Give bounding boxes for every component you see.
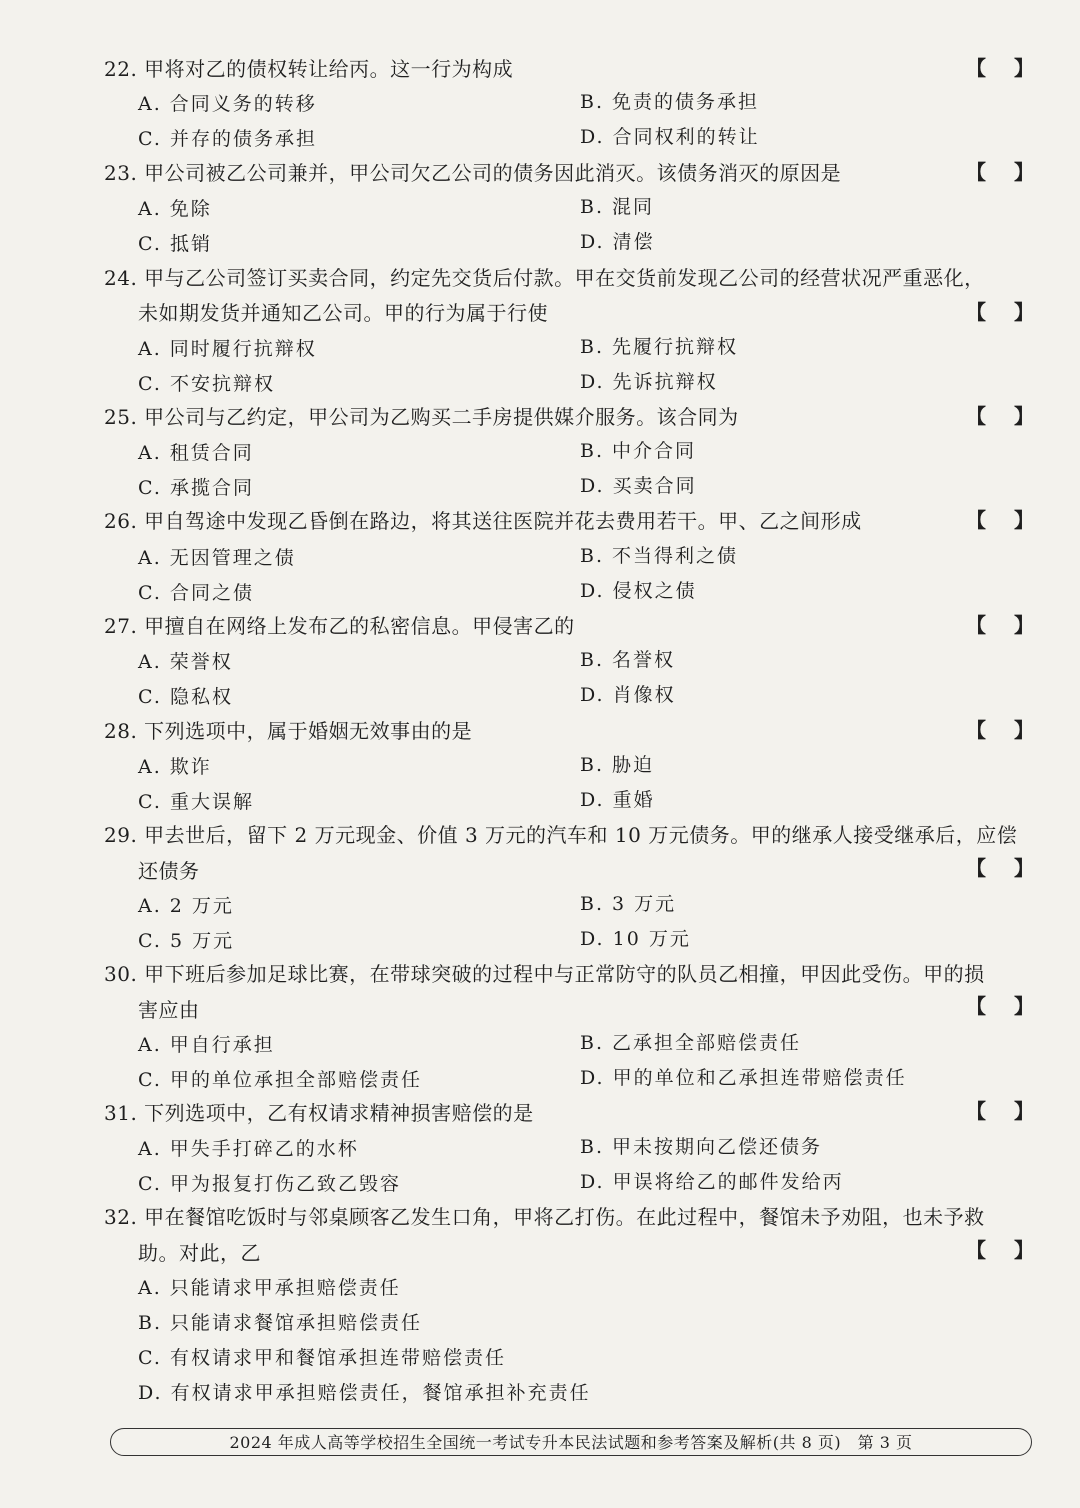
- question-stem: 26. 甲自驾途中发现乙昏倒在路边，将其送往医院并花去费用若干。甲、乙之间形成: [104, 509, 862, 533]
- question-stem: 24. 甲与乙公司签订买卖合同，约定先交货后付款。甲在交货前发现乙公司的经营状况严重恶化，: [104, 266, 985, 290]
- question-stem-continued: 还债务: [138, 859, 200, 883]
- question-stem: 31. 下列选项中，乙有权请求精神损害赔偿的是: [104, 1101, 534, 1125]
- option-d[interactable]: D. 买卖合同: [580, 475, 697, 497]
- question-stem: 25. 甲公司与乙约定，甲公司为乙购买二手房提供媒介服务。该合同为: [104, 405, 739, 429]
- option-b[interactable]: B. 免责的债务承担: [580, 91, 760, 113]
- answer-bracket[interactable]: 【 】: [966, 1099, 1034, 1123]
- option-c[interactable]: C. 抵销: [138, 233, 212, 255]
- option-b[interactable]: B. 3 万元: [580, 893, 677, 915]
- question-stem: 23. 甲公司被乙公司兼并，甲公司欠乙公司的债务因此消灭。该债务消灭的原因是: [104, 161, 842, 185]
- option-c[interactable]: C. 隐私权: [138, 686, 233, 708]
- option-d[interactable]: D. 肖像权: [580, 684, 676, 706]
- answer-bracket[interactable]: 【 】: [966, 1238, 1034, 1262]
- option-a[interactable]: A. 同时履行抗辩权: [138, 338, 317, 360]
- option-d[interactable]: D. 甲的单位和乙承担连带赔偿责任: [580, 1067, 907, 1089]
- option-b[interactable]: B. 乙承担全部赔偿责任: [580, 1032, 802, 1054]
- option-b[interactable]: B. 甲未按期向乙偿还债务: [580, 1136, 823, 1158]
- option-b[interactable]: B. 胁迫: [580, 754, 655, 776]
- option-b[interactable]: B. 只能请求餐馆承担赔偿责任: [138, 1312, 423, 1334]
- option-c[interactable]: C. 合同之债: [138, 582, 254, 604]
- option-c[interactable]: C. 不安抗辩权: [138, 373, 275, 395]
- option-d[interactable]: D. 侵权之债: [580, 580, 697, 602]
- option-a[interactable]: A. 合同义务的转移: [138, 93, 317, 115]
- option-d[interactable]: D. 先诉抗辩权: [580, 371, 718, 393]
- page-footer: 2024 年成人高等学校招生全国统一考试专升本民法试题和参考答案及解析(共 8 页) 第 3 页: [110, 1428, 1032, 1456]
- option-a[interactable]: A. 2 万元: [138, 895, 234, 917]
- option-a[interactable]: A. 只能请求甲承担赔偿责任: [138, 1277, 401, 1299]
- option-a[interactable]: A. 无因管理之债: [138, 547, 296, 569]
- question-stem: 22. 甲将对乙的债权转让给丙。这一行为构成: [104, 57, 514, 81]
- answer-bracket[interactable]: 【 】: [966, 56, 1034, 80]
- question-stem: 28. 下列选项中，属于婚姻无效事由的是: [104, 719, 473, 743]
- option-a[interactable]: A. 欺诈: [138, 756, 212, 778]
- answer-bracket[interactable]: 【 】: [966, 856, 1034, 880]
- option-d[interactable]: D. 有权请求甲承担赔偿责任，餐馆承担补充责任: [138, 1382, 591, 1404]
- question-stem-continued: 未如期发货并通知乙公司。甲的行为属于行使: [138, 301, 548, 325]
- option-c[interactable]: C. 并存的债务承担: [138, 128, 317, 150]
- answer-bracket[interactable]: 【 】: [966, 508, 1034, 532]
- answer-bracket[interactable]: 【 】: [966, 300, 1034, 324]
- option-d[interactable]: D. 重婚: [580, 789, 655, 811]
- answer-bracket[interactable]: 【 】: [966, 994, 1034, 1018]
- option-b[interactable]: B. 名誉权: [580, 649, 676, 671]
- question-stem: 27. 甲擅自在网络上发布乙的私密信息。甲侵害乙的: [104, 614, 575, 638]
- answer-bracket[interactable]: 【 】: [966, 718, 1034, 742]
- option-d[interactable]: D. 10 万元: [580, 928, 691, 950]
- answer-bracket[interactable]: 【 】: [966, 613, 1034, 637]
- option-c[interactable]: C. 甲的单位承担全部赔偿责任: [138, 1069, 422, 1091]
- option-a[interactable]: A. 甲失手打碎乙的水杯: [138, 1138, 359, 1160]
- option-b[interactable]: B. 中介合同: [580, 440, 697, 462]
- option-a[interactable]: A. 荣誉权: [138, 651, 233, 673]
- option-c[interactable]: C. 有权请求甲和餐馆承担连带赔偿责任: [138, 1347, 506, 1369]
- question-stem-continued: 助。对此，乙: [138, 1241, 261, 1265]
- question-stem-continued: 害应由: [138, 998, 200, 1022]
- option-a[interactable]: A. 租赁合同: [138, 442, 254, 464]
- option-c[interactable]: C. 5 万元: [138, 930, 235, 952]
- option-b[interactable]: B. 混同: [580, 196, 655, 218]
- option-c[interactable]: C. 重大误解: [138, 791, 254, 813]
- option-d[interactable]: D. 清偿: [580, 231, 655, 253]
- option-d[interactable]: D. 合同权利的转让: [580, 126, 760, 148]
- answer-bracket[interactable]: 【 】: [966, 160, 1034, 184]
- question-stem: 30. 甲下班后参加足球比赛，在带球突破的过程中与正常防守的队员乙相撞，甲因此受伤。甲的损: [104, 962, 985, 986]
- option-c[interactable]: C. 承揽合同: [138, 477, 254, 499]
- option-d[interactable]: D. 甲误将给乙的邮件发给丙: [580, 1171, 844, 1193]
- option-a[interactable]: A. 甲自行承担: [138, 1034, 275, 1056]
- option-b[interactable]: B. 先履行抗辩权: [580, 336, 739, 358]
- question-stem: 29. 甲去世后，留下 2 万元现金、价值 3 万元的汽车和 10 万元债务。甲的继承人接受继承后，应偿: [104, 823, 1018, 847]
- option-b[interactable]: B. 不当得利之债: [580, 545, 739, 567]
- answer-bracket[interactable]: 【 】: [966, 404, 1034, 428]
- question-stem: 32. 甲在餐馆吃饭时与邻桌顾客乙发生口角，甲将乙打伤。在此过程中，餐馆未予劝阻，也未予救: [104, 1205, 985, 1229]
- option-c[interactable]: C. 甲为报复打伤乙致乙毁容: [138, 1173, 401, 1195]
- option-a[interactable]: A. 免除: [138, 198, 212, 220]
